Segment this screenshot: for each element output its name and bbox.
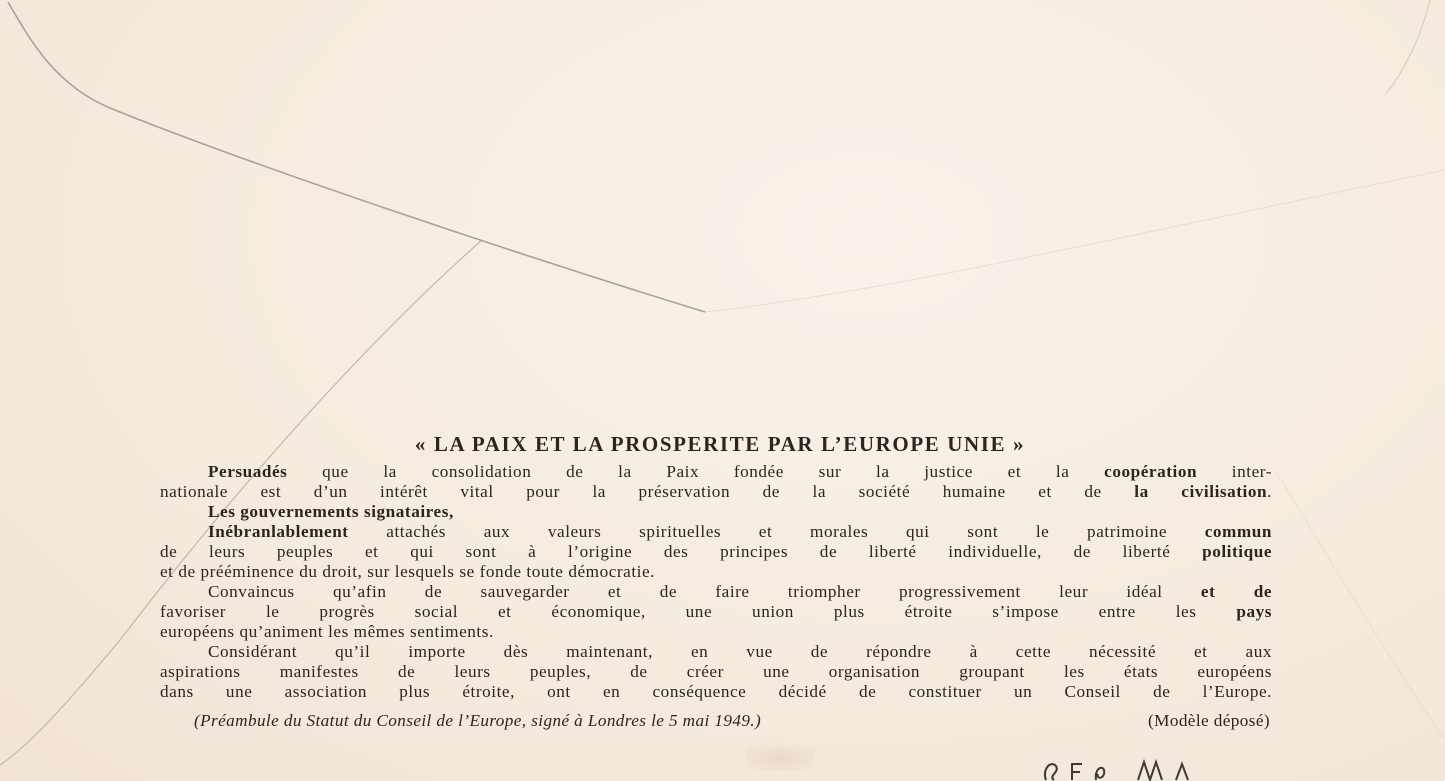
text-line: Considérant qu’il importe dès maintenant, en vue de répondre à cette nécessité et aux <box>208 642 1272 661</box>
lead-word: Persuadés <box>208 462 288 481</box>
handwritten-mark <box>1038 752 1198 781</box>
bold-span: la civilisation <box>1134 482 1268 501</box>
text-line: Les gouvernements signataires, <box>208 502 454 521</box>
text-span: attachés aux valeurs spirituelles et morales qui sont le patrimoine <box>348 522 1205 541</box>
text-span: que la consolidation de la Paix fondée sur la justice et la <box>287 462 1105 481</box>
text-line: aspirations manifestes de leurs peuples, de créer une organisation groupant les états européens <box>160 662 1272 681</box>
text-span: Convaincus qu’afin de sauvegarder et de faire triompher progressivement leur idéal <box>208 582 1201 601</box>
lead-word: Inébranlablement <box>208 522 349 541</box>
text-span: nationale est d’un intérêt vital pour la préservation de la société humaine et de <box>160 482 1135 501</box>
text-line: dans une association plus étroite, ont en conséquence décidé de constituer un Conseil de l’Europe. <box>160 682 1272 701</box>
source-citation: (Préambule du Statut du Conseil de l’Europe, signé à Londres le 5 mai 1949.) <box>194 711 762 730</box>
text-line <box>160 542 1272 562</box>
citation-row <box>160 711 1272 731</box>
text-span: favoriser le progrès social et économique, une union plus étroite s’impose entre les <box>160 602 1237 621</box>
bold-span: politique <box>1202 542 1272 561</box>
text-line <box>160 582 1272 602</box>
text-span: inter- <box>1197 462 1272 481</box>
registered-design-note: (Modèle déposé) <box>1148 711 1270 730</box>
text-line: et de prééminence du droit, sur lesquels se fonde toute démocratie. <box>160 562 656 581</box>
text-line <box>160 522 1272 542</box>
page-title: « LA PAIX ET LA PROSPERITE PAR L’EUROPE UNIE » <box>414 432 1026 456</box>
text-line <box>160 462 1272 482</box>
ink-smudge <box>745 745 815 771</box>
text-span: . <box>1267 482 1272 501</box>
bold-span: coopération <box>1104 462 1198 481</box>
bold-span: et de <box>1200 582 1272 601</box>
bold-span: commun <box>1204 522 1272 541</box>
text-line <box>160 482 1272 502</box>
text-line: européens qu’animent les mêmes sentiments. <box>160 622 494 641</box>
text-span: de leurs peuples et qui sont à l’origine des principes de liberté individuelle, de liberté <box>160 542 1203 561</box>
text-line <box>160 602 1272 622</box>
bold-span: pays <box>1236 602 1272 621</box>
preamble-text <box>160 430 1272 731</box>
